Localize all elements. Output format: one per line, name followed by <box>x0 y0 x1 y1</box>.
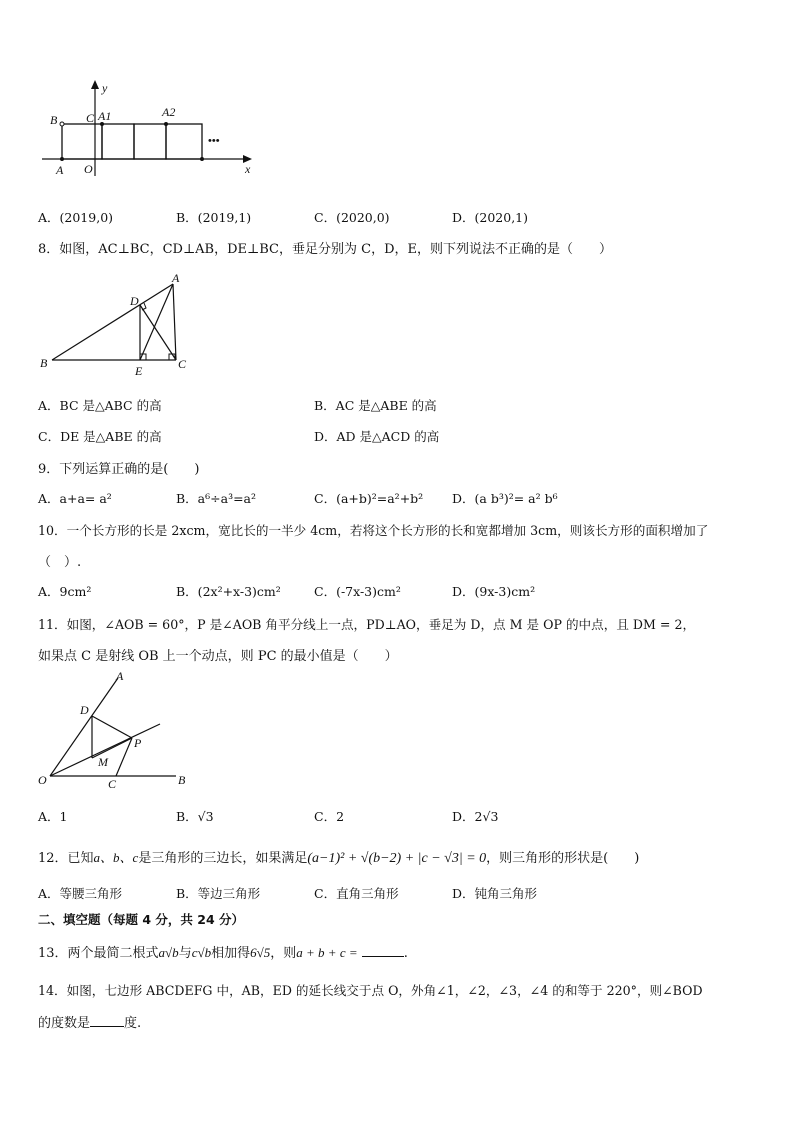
q13-term2: c√b <box>191 945 212 960</box>
q10-option-b[interactable]: B．(2x²+x-3)cm² <box>176 584 281 599</box>
label-P: P <box>134 736 142 750</box>
figure-q8 <box>40 272 200 380</box>
q7-option-d[interactable]: D．(2020,1) <box>452 210 529 225</box>
q7-option-a[interactable]: A．(2019,0) <box>38 210 114 225</box>
q8-option-d[interactable]: D．AD 是△ACD 的高 <box>314 429 440 444</box>
q13-term4: a + b + c = <box>296 945 358 960</box>
q8-stem: 8．如图，AC⊥BC，CD⊥AB，DE⊥BC，垂足分别为 C，D，E，则下列说法不正确的是（ ） <box>38 242 612 257</box>
q12-option-c[interactable]: C．直角三角形 <box>314 886 399 901</box>
label-A1: A1 <box>98 109 112 123</box>
label-B: B <box>40 356 48 370</box>
label-C: C <box>108 777 117 791</box>
q13-mid2: 相加得 <box>211 946 251 961</box>
q10-stem-line2: （ ）. <box>38 555 82 570</box>
segment-AC <box>173 284 176 360</box>
q11-option-a[interactable]: A．1 <box>38 809 68 824</box>
figure-q11 <box>36 669 196 792</box>
label-C: C <box>178 357 187 371</box>
q13-post: . <box>403 946 408 961</box>
q11-stem-line2: 如果点 C 是射线 OB 上一个动点，则 PC 的最小值是（ ） <box>38 649 398 664</box>
label-A: A <box>172 271 180 285</box>
q11-option-c[interactable]: C．2 <box>314 809 345 824</box>
label-C: C <box>86 111 95 125</box>
label-O: O <box>84 162 93 176</box>
section-2-heading: 二、填空题（每题 4 分，共 24 分） <box>38 912 245 927</box>
q8-option-a[interactable]: A．BC 是△ABC 的高 <box>38 398 162 413</box>
figure-q7 <box>40 80 260 180</box>
q9-stem: 9．下列运算正确的是( ) <box>38 462 200 477</box>
q14-line2-pre: 的度数是 <box>38 1016 91 1031</box>
q9-option-d[interactable]: D．(a b³)²= a² b⁶ <box>452 491 558 506</box>
q10-option-c[interactable]: C．(-7x-3)cm² <box>314 584 401 599</box>
segment-PD <box>92 716 132 738</box>
q11-option-b[interactable]: B．√3 <box>176 809 214 824</box>
segment-CD <box>140 305 176 360</box>
q11-option-d[interactable]: D．2√3 <box>452 809 499 824</box>
q12-stem-mid: 是三角形的三边长，如果满足 <box>138 851 308 866</box>
label-D: D <box>80 703 89 717</box>
q13-stem <box>38 942 408 961</box>
q10-stem-line1: 10．一个长方形的长是 2xcm，宽比长的一半少 4cm，若将这个长方形的长和宽都增加 3cm，则该长方形的面积增加了 <box>38 523 709 538</box>
label-y: y <box>102 81 108 95</box>
q7-option-b[interactable]: B．(2019,1) <box>176 210 252 225</box>
label-D: D <box>130 294 139 308</box>
q13-term3: 6√5 <box>250 945 271 960</box>
label-B: B <box>50 113 58 127</box>
q12-option-d[interactable]: D．钝角三角形 <box>452 886 538 901</box>
rect-1 <box>62 124 102 159</box>
q13-answer-blank[interactable] <box>362 944 404 957</box>
point-end <box>200 157 204 161</box>
q9-option-c[interactable]: C．(a+b)²=a²+b² <box>314 491 424 506</box>
label-dots: ••• <box>208 135 220 147</box>
label-A: A <box>56 163 64 177</box>
q11-stem-line1: 11．如图，∠AOB = 60°，P 是∠AOB 角平分线上一点，PD⊥AO，垂足为 D，点 M 是 OP 的中点，且 DM = 2， <box>38 617 696 632</box>
rect-2 <box>102 124 134 159</box>
q10-option-d[interactable]: D．(9x-3)cm² <box>452 584 536 599</box>
q14-line2-post: 度. <box>124 1016 142 1031</box>
q12-option-a[interactable]: A．等腰三角形 <box>38 886 123 901</box>
q12-stem <box>38 847 639 867</box>
q14-line2 <box>38 1012 141 1031</box>
label-M: M <box>98 755 108 769</box>
q10-option-a[interactable]: A．9cm² <box>38 584 92 599</box>
q14-answer-blank[interactable] <box>90 1014 124 1027</box>
q12-formula: (a−1)² + √(b−2) + |c − √3| = 0 <box>307 851 487 866</box>
q13-term1: a√b <box>158 945 179 960</box>
q8-option-c[interactable]: C．DE 是△ABE 的高 <box>38 429 162 444</box>
q9-option-a[interactable]: A．a+a= a² <box>38 491 112 506</box>
point-A2 <box>164 122 168 126</box>
label-E: E <box>135 364 143 378</box>
rect-4 <box>166 124 202 159</box>
q13-mid3: ，则 <box>270 946 297 961</box>
point-B <box>60 122 64 126</box>
q9-option-b[interactable]: B．a⁶÷a³=a² <box>176 491 257 506</box>
q8-option-b[interactable]: B．AC 是△ABE 的高 <box>314 398 437 413</box>
q7-option-c[interactable]: C．(2020,0) <box>314 210 390 225</box>
q13-pre: 13．两个最简二根式 <box>38 946 159 961</box>
q12-stem-pre: 12．已知 <box>38 851 94 866</box>
q14-line1: 14．如图，七边形 ABCDEFG 中，AB，ED 的延长线交于点 O，外角∠1，∠2，∠3，∠4 的和等于 220°，则∠BOD <box>38 983 703 998</box>
y-arrow <box>91 80 99 89</box>
label-A2: A2 <box>162 105 176 119</box>
segment-AB <box>52 284 173 360</box>
point-A <box>60 157 64 161</box>
q13-mid: 与 <box>178 946 192 961</box>
label-O: O <box>38 773 47 787</box>
q12-option-b[interactable]: B．等边三角形 <box>176 886 261 901</box>
label-B: B <box>178 773 186 787</box>
label-x: x <box>245 162 251 176</box>
q12-vars: a、b、c <box>93 850 139 865</box>
label-A: A <box>116 669 124 683</box>
rect-3 <box>134 124 166 159</box>
q12-stem-post: ，则三角形的形状是( ) <box>486 851 640 866</box>
